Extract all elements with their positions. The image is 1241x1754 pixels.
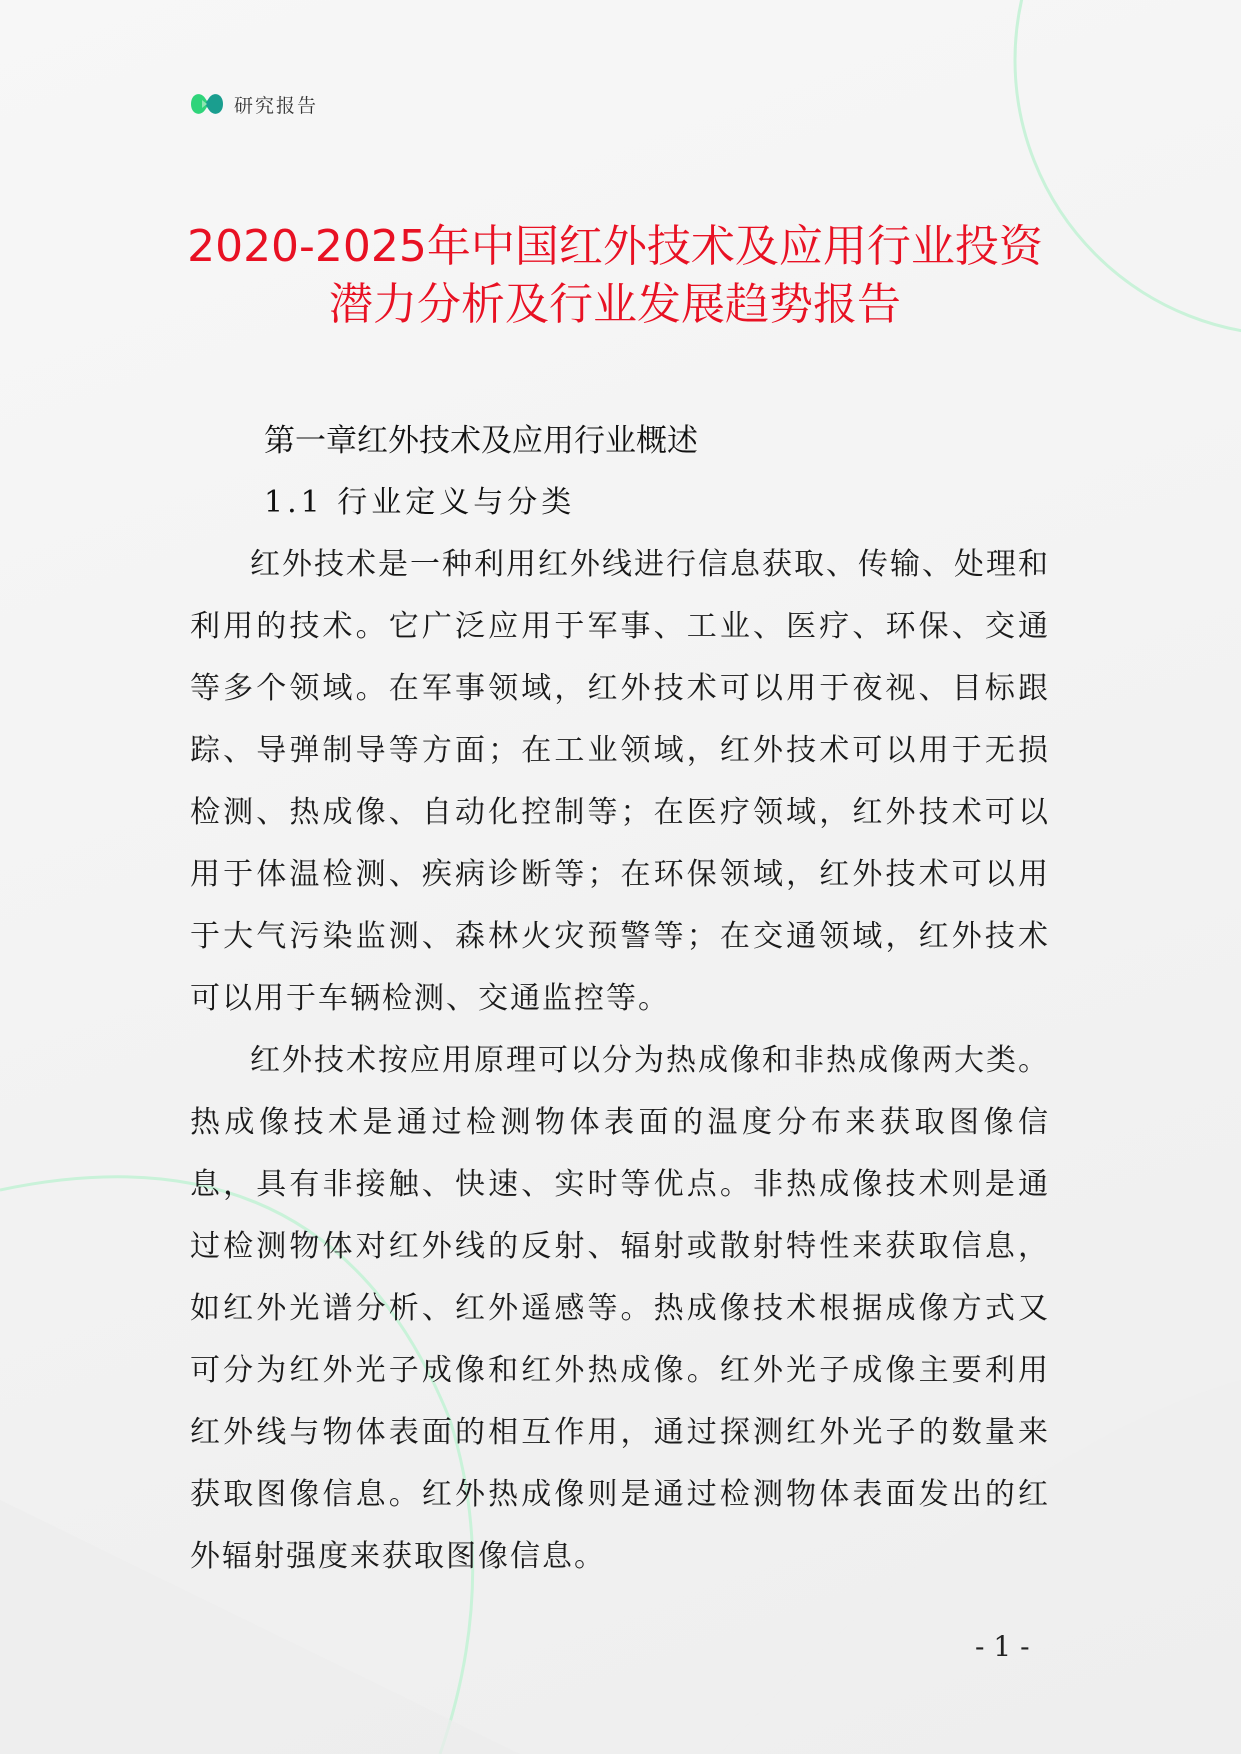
report-title-line-2: 潜力分析及行业发展趋势报告	[329, 279, 901, 330]
body-paragraph-1: 红外技术是一种利用红外线进行信息获取、传输、处理和利用的技术。它广泛应用于军事、工业、医疗、环保、交通等多个领域。在军事领域，红外技术可以用于夜视、目标跟踪、导弹制导等方面；在工业领域，红外技术可以用于无损检测、热成像、自动化控制等；在医疗领域，红外技术可以用于体温检测、疾病诊断等；在环保领域，红外技术可以用于大气污染监测、森林火灾预警等；在交通领域，红外技术可以用于车辆检测、交通监控等。	[190, 547, 1050, 1016]
body-paragraph-2: 红外技术按应用原理可以分为热成像和非热成像两大类。热成像技术是通过检测物体表面的温度分布来获取图像信息，具有非接触、快速、实时等优点。非热成像技术则是通过检测物体对红外线的反射、辐射或散射特性来获取信息，如红外光谱分析、红外遥感等。热成像技术根据成像方式又可分为红外光子成像和红外热成像。红外光子成像主要利用红外线与物体表面的相互作用，通过探测红外光子的数量来获取图像信息。红外热成像则是通过检测物体表面发出的红外辐射强度来获取图像信息。	[190, 1043, 1050, 1574]
report-title-line-1: 2020-2025年中国红外技术及应用行业投资	[187, 221, 1043, 272]
section-heading: 1.1 行业定义与分类	[264, 485, 576, 520]
report-logo	[188, 88, 318, 120]
chapter-heading: 第一章红外技术及应用行业概述	[264, 423, 698, 459]
report-title	[150, 218, 1080, 334]
logo-icon	[188, 88, 226, 120]
page-number: - 1 -	[975, 1630, 1030, 1663]
logo-label: 研究报告	[234, 94, 319, 117]
